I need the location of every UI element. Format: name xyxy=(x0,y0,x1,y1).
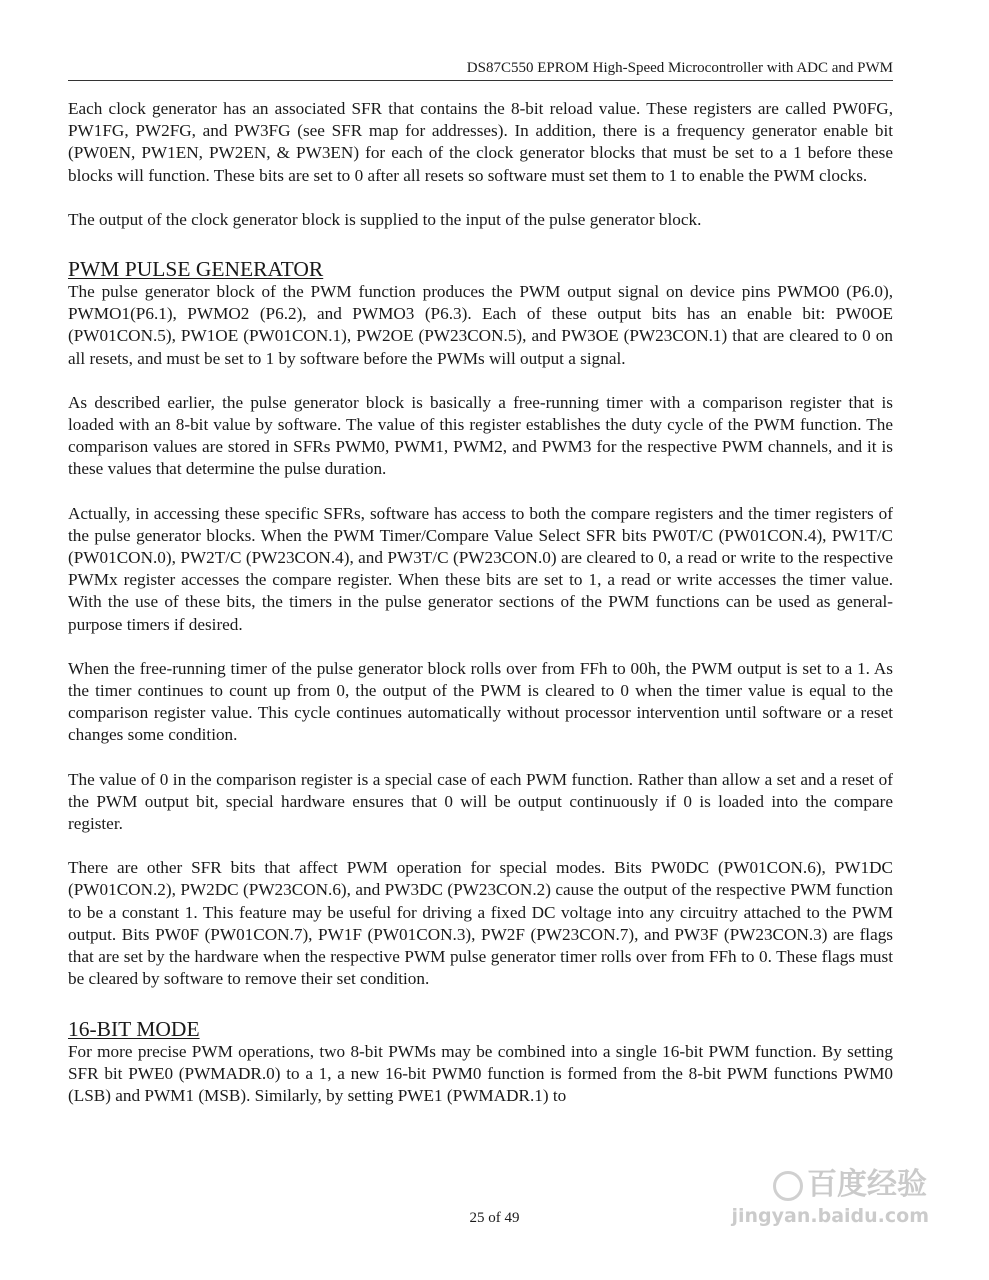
page-body xyxy=(68,98,893,1107)
page-number: 25 of 49 xyxy=(469,1210,520,1226)
watermark-logo-text: 百度经验 xyxy=(807,1167,927,1202)
section-heading-16-bit-mode: 16-BIT MODE xyxy=(68,1016,200,1041)
paragraph: There are other SFR bits that affect PWM operation for special modes. Bits PW0DC (PW01CON.6), PW1DC (PW01CON.2), PW2DC (PW23CON.6), and PW3DC (PW23CON.2) cause the output of the respective PWM function to be a constant 1. This feature may be useful for driving a fixed DC voltage into any circuitry attached to the PWM output. Bits PW0F (PW01CON.7), PW1F (PW01CON.3), PW2F (PW23CON.7), and PW3F (PW23CON.3) are flags that are set by the hardware when the respective PWM pulse generator timer rolls over from FFh to 0. These flags must be cleared by software to remove their set condition. xyxy=(68,858,893,989)
section-heading-pwm-pulse-generator: PWM PULSE GENERATOR xyxy=(68,257,324,282)
watermark-url: jingyan.baidu.com xyxy=(731,1205,929,1227)
paragraph: Each clock generator has an associated SFR that contains the 8-bit reload value. These registers are called PW0FG, PW1FG, PW2FG, and PW3FG (see SFR map for addresses). In addition, there is a frequency generator enable bit (PW0EN, PW1EN, PW2EN, & PW3EN) for each of the clock generator blocks that must be set to a 1 before these blocks will function. These bits are set to 0 after all resets so software must set them to 1 to enable the PWM clocks. xyxy=(68,99,893,185)
paragraph: The pulse generator block of the PWM function produces the PWM output signal on device pins PWMO0 (P6.0), PWMO1(P6.1), PWMO2 (P6.2), and PWMO3 (P6.3). Each of these output bits has an enable bit: PW0OE (PW01CON.5), PW1OE (PW01CON.1), PW2OE (PW23CON.5), and PW3OE (PW23CON.1) that are cleared to 0 on all resets, and must be set to 1 by software before the PWMs will output a signal. xyxy=(68,282,893,368)
paragraph: For more precise PWM operations, two 8-bit PWMs may be combined into a single 16-bit PWM function. By setting SFR bit PWE0 (PWMADR.0) to a 1, a new 16-bit PWM0 function is formed from the 8-bit PWM functions PWM0 (LSB) and PWM1 (MSB). Similarly, by setting PWE1 (PWMADR.1) to xyxy=(68,1041,893,1105)
paragraph: Actually, in accessing these specific SFRs, software has access to both the compare registers and the timer registers of the pulse generator blocks. When the PWM Timer/Compare Value Select SFR bits PW0T/C (PW01CON.4), PW1T/C (PW01CON.0), PW2T/C (PW23CON.4), and PW3T/C (PW23CON.0) are cleared to 0, a read or write to the respective PWMx register accesses the compare register. When these bits are set to 1, a read or write accesses the timer value. With the use of these bits, the timers in the pulse generator sections of the PWM functions can be used as general-purpose timers if desired. xyxy=(68,503,893,634)
watermark xyxy=(731,1167,935,1234)
paw-icon xyxy=(773,1171,803,1201)
paragraph: The output of the clock generator block is supplied to the input of the pulse generator block. xyxy=(68,209,702,229)
paragraph: The value of 0 in the comparison register is a special case of each PWM function. Rather than allow a set and a reset of the PWM output bit, special hardware ensures that 0 will be output continuously if 0 is loaded into the compare register. xyxy=(68,769,893,834)
paragraph: When the free-running timer of the pulse generator block rolls over from FFh to 00h, the PWM output is set to a 1. As the timer continues to count up from 0, the output of the PWM is cleared to 0 when the timer value is equal to the comparison register value. This cycle continues automatically without processor intervention until software or a reset changes some condition. xyxy=(68,658,893,745)
watermark-logo xyxy=(773,1168,927,1202)
document-title: DS87C550 EPROM High-Speed Microcontroller with ADC and PWM xyxy=(466,60,893,76)
page-header xyxy=(68,58,893,81)
paragraph: As described earlier, the pulse generator block is basically a free-running timer with a comparison register that is loaded with an 8-bit value by software. The value of this register establishes the duty cycle of the PWM function. The comparison values are stored in SFRs PWM0, PWM1, PWM2, and PWM3 for the respective PWM channels, and it is these values that determine the pulse duration. xyxy=(68,392,893,479)
